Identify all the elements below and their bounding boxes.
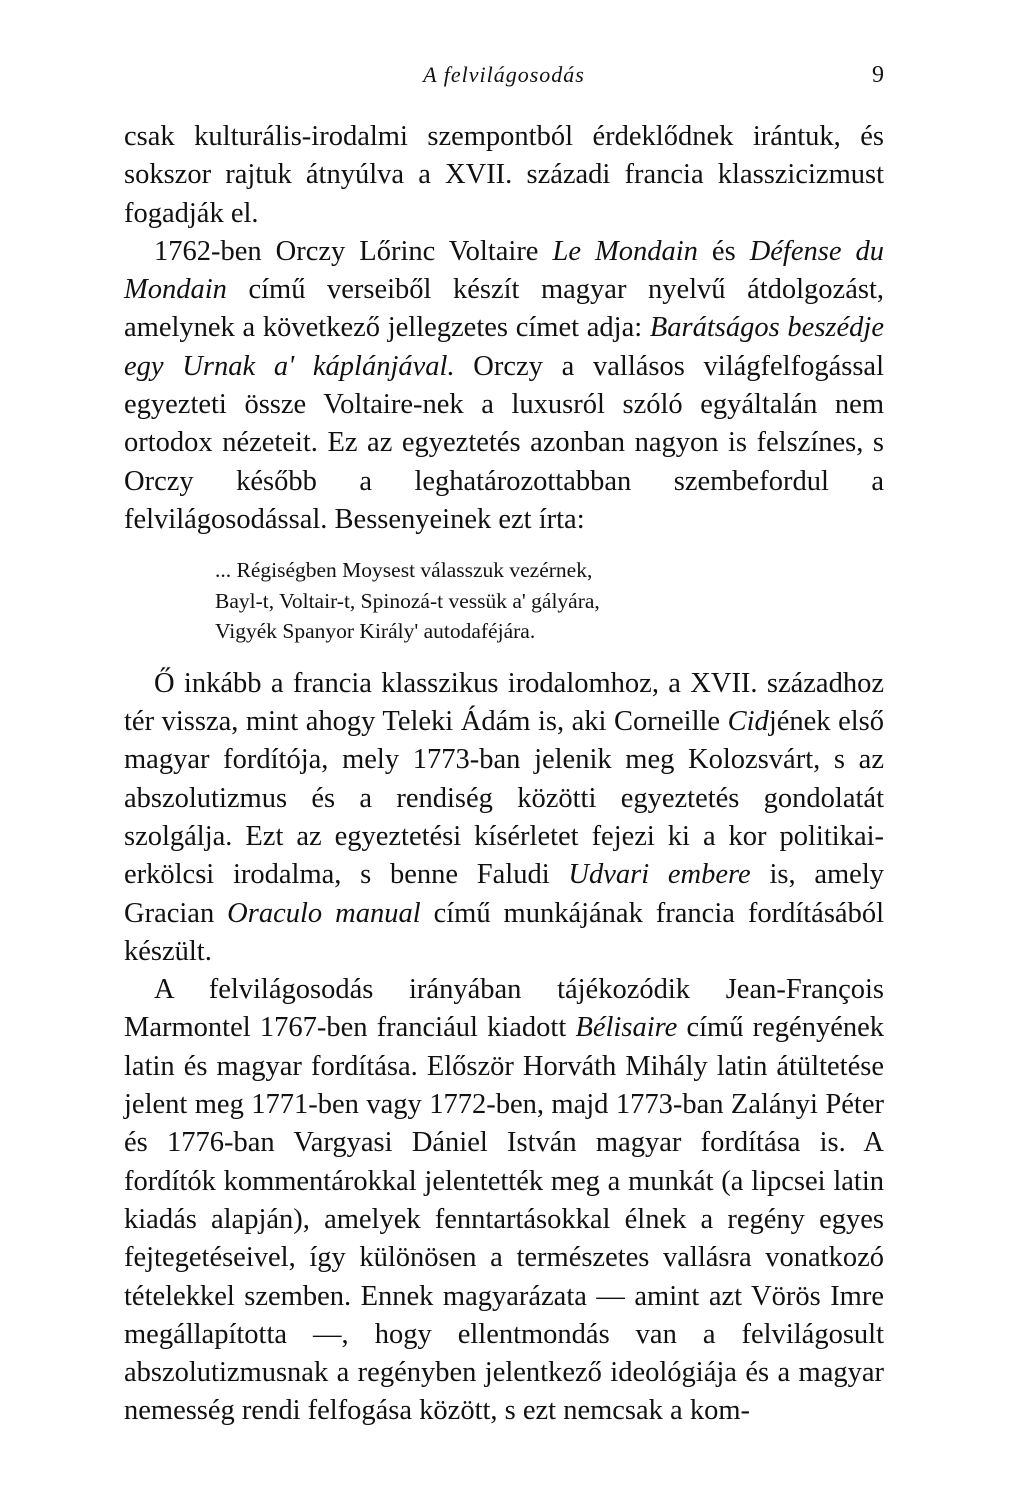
running-title: A felvilágosodás	[423, 62, 585, 87]
title-udvari-embere: Udvari embere	[568, 859, 751, 891]
title-belisaire: Bélisaire	[575, 1012, 678, 1044]
page-body	[124, 118, 884, 1431]
page-number: 9	[872, 62, 884, 88]
verse-line: Vigyék Spanyor Király' autodaféjára.	[215, 619, 536, 644]
title-baratsagos-beszedje: Barátságos beszédje egy Urnak a' káplánjával.	[124, 312, 884, 382]
verse-quote	[215, 555, 884, 647]
paragraph-1: csak kulturális-irodalmi szempontból érdeklődnek irántuk, és sokszor rajtuk átnyúlva a XVII. századi francia klasszicizmust fogadják el.	[124, 121, 884, 229]
verse-line: ... Régiségben Moysest válasszuk vezérnek,	[215, 558, 593, 583]
title-defense-du-mondain: Défense du Mondain	[124, 235, 885, 306]
paragraph-2: 1762-ben Orczy Lőrinc Voltaire Le Mondain és Défense du Mondain című verseiből készít magyar nyelvű átdolgozást, amelynek a következő jellegzetes címet adja: Barátságos beszédje egy Urnak a' káplánjával. Orczy a vallásos világfelfogással egyezteti össze Voltaire-nek a luxusról szóló egyáltalán nem ortodox nézeteit. Ez az egyeztetés azonban nagyon is felszínes, s Orczy később a leghatározottabban szembefordul a felvilágosodással. Bessenyeinek ezt írta:	[124, 235, 885, 535]
title-cid: Cid	[727, 706, 769, 738]
title-oraculo-manual: Oraculo manual	[227, 897, 421, 929]
paragraph-3: Ő inkább a francia klasszikus irodalomhoz, a XVII. századhoz tér vissza, mint ahogy Teleki Ádám is, aki Corneille Cidjének első magyar fordítója, mely 1773-ban jelenik meg Kolozsvárt, s az abszolutizmus és a rendiség közötti egyeztetés gondolatát szolgálja. Ezt az egyeztetési kísérletet fejezi ki a kor politikai-erkölcsi irodalma, s benne Faludi Udvari embere is, amely Gracian Oraculo manual című munkájának francia fordításából készült.	[124, 667, 884, 967]
verse-line: Bayl-t, Voltair-t, Spinozá-t vessük a' gályára,	[215, 588, 600, 613]
title-le-mondain: Le Mondain	[552, 235, 698, 267]
page-header	[124, 62, 884, 94]
paragraph-4: A felvilágosodás irányában tájékozódik Jean-François Marmontel 1767-ben franciául kiadott Bélisaire című regényének latin és magyar fordítása. Először Horváth Mihály latin átültetése jelent meg 1771-ben vagy 1772-ben, majd 1773-ban Zalányi Péter és 1776-ban Vargyasi Dániel István magyar fordítása is. A fordítók kommentárokkal jelentették meg a munkát (a lipcsei latin kiadás alapján), amelyek fenntartásokkal élnek a regény egyes fejtegetéseivel, így különösen a természetes vallásra vonatkozó tételekkel szemben. Ennek magyarázata — amint azt Vörös Imre megállapította —, hogy ellentmondás van a felvilágosult abszolutizmusnak a regényben jelentkező ideológiája és a magyar nemesség rendi felfogása között, s ezt nemcsak a kom-	[124, 974, 884, 1427]
